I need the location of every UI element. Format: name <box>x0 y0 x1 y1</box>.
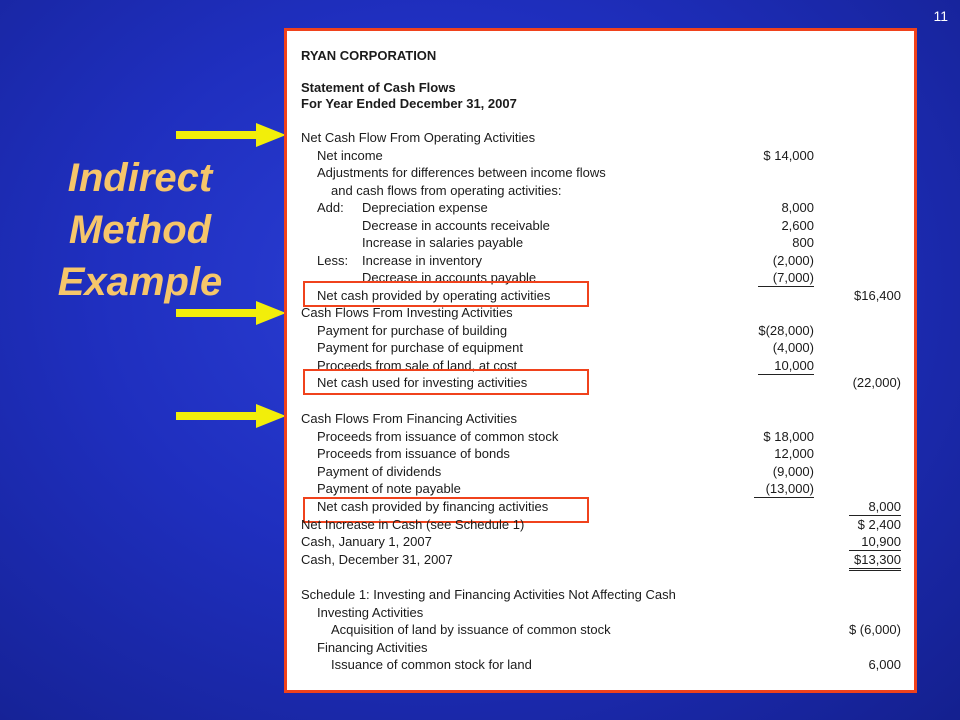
slide-title <box>40 152 240 308</box>
schedule-financing-label: Financing Activities <box>317 640 428 655</box>
financing-total-value: 8,000 <box>849 499 901 516</box>
financing-item-label: Proceeds from issuance of common stock <box>317 429 559 444</box>
schedule-investing-item-value: $ (6,000) <box>848 622 901 637</box>
arrow-right-icon <box>176 123 286 147</box>
cash-december-value: $13,300 <box>849 552 901 571</box>
investing-item-label: Proceeds from sale of land, at cost <box>317 358 518 373</box>
net-income-value: $ 14,000 <box>763 148 814 163</box>
add-item-value: 800 <box>792 235 814 250</box>
financing-item-value: $ 18,000 <box>763 429 814 444</box>
less-item-value: (7,000) <box>758 270 814 287</box>
financing-total-label: Net cash provided by financing activities <box>317 499 549 514</box>
less-item-label: Decrease in accounts payable <box>362 270 537 285</box>
add-item-value: 2,600 <box>781 218 814 233</box>
cash-january-label: Cash, January 1, 2007 <box>301 534 432 549</box>
statement-title: Statement of Cash Flows <box>301 80 456 95</box>
add-label: Add: <box>317 200 344 215</box>
investing-total-value: (22,000) <box>852 375 901 390</box>
operating-total-value: $16,400 <box>854 288 901 303</box>
arrow-right-icon <box>176 404 286 428</box>
investing-item-value: 10,000 <box>758 358 814 375</box>
investing-total-label: Net cash used for investing activities <box>317 375 528 390</box>
add-item-value: 8,000 <box>781 200 814 215</box>
operating-header: Net Cash Flow From Operating Activities <box>301 130 536 145</box>
add-item-label: Depreciation expense <box>362 200 488 215</box>
less-item-label: Increase in inventory <box>362 253 482 268</box>
adjustments-line-2: and cash flows from operating activities: <box>331 183 562 198</box>
cash-january-value: 10,900 <box>849 534 901 551</box>
financing-item-value: (13,000) <box>754 481 814 498</box>
schedule-header: Schedule 1: Investing and Financing Activities Not Affecting Cash <box>301 587 676 602</box>
cash-flow-statement <box>284 28 917 693</box>
title-line-1: Indirect <box>67 156 213 200</box>
schedule-financing-item-value: 6,000 <box>868 657 901 672</box>
add-item-label: Increase in salaries payable <box>362 235 524 250</box>
financing-item-value: 12,000 <box>774 446 814 461</box>
net-income-label: Net income <box>317 148 383 163</box>
slide-number: 11 <box>933 8 948 24</box>
financing-item-label: Payment of note payable <box>317 481 461 496</box>
add-item-label: Decrease in accounts receivable <box>362 218 550 233</box>
financing-item-value: (9,000) <box>772 464 814 479</box>
arrow-right-icon <box>176 301 286 325</box>
operating-total-label: Net cash provided by operating activities <box>317 288 551 303</box>
investing-item-label: Payment for purchase of equipment <box>317 340 523 355</box>
schedule-investing-label: Investing Activities <box>317 605 424 620</box>
title-line-3: Example <box>57 260 223 304</box>
financing-header: Cash Flows From Financing Activities <box>301 411 518 426</box>
investing-item-label: Payment for purchase of building <box>317 323 508 338</box>
financing-item-label: Proceeds from issuance of bonds <box>317 446 510 461</box>
financing-item-label: Payment of dividends <box>317 464 442 479</box>
net-increase-value: $ 2,400 <box>857 517 901 532</box>
less-label: Less: <box>317 253 349 268</box>
company-name: RYAN CORPORATION <box>301 48 437 63</box>
adjustments-line-1: Adjustments for differences between income flows <box>317 165 606 180</box>
investing-header: Cash Flows From Investing Activities <box>301 305 513 320</box>
investing-item-value: (4,000) <box>772 340 814 355</box>
less-item-value: (2,000) <box>772 253 814 268</box>
schedule-investing-item-label: Acquisition of land by issuance of common stock <box>331 622 611 637</box>
statement-period: For Year Ended December 31, 2007 <box>301 96 517 111</box>
title-line-2: Method <box>68 208 212 252</box>
investing-item-value: $(28,000) <box>758 323 814 338</box>
schedule-financing-item-label: Issuance of common stock for land <box>331 657 532 672</box>
cash-december-label: Cash, December 31, 2007 <box>301 552 453 567</box>
net-increase-label: Net Increase in Cash (see Schedule 1) <box>301 517 525 532</box>
